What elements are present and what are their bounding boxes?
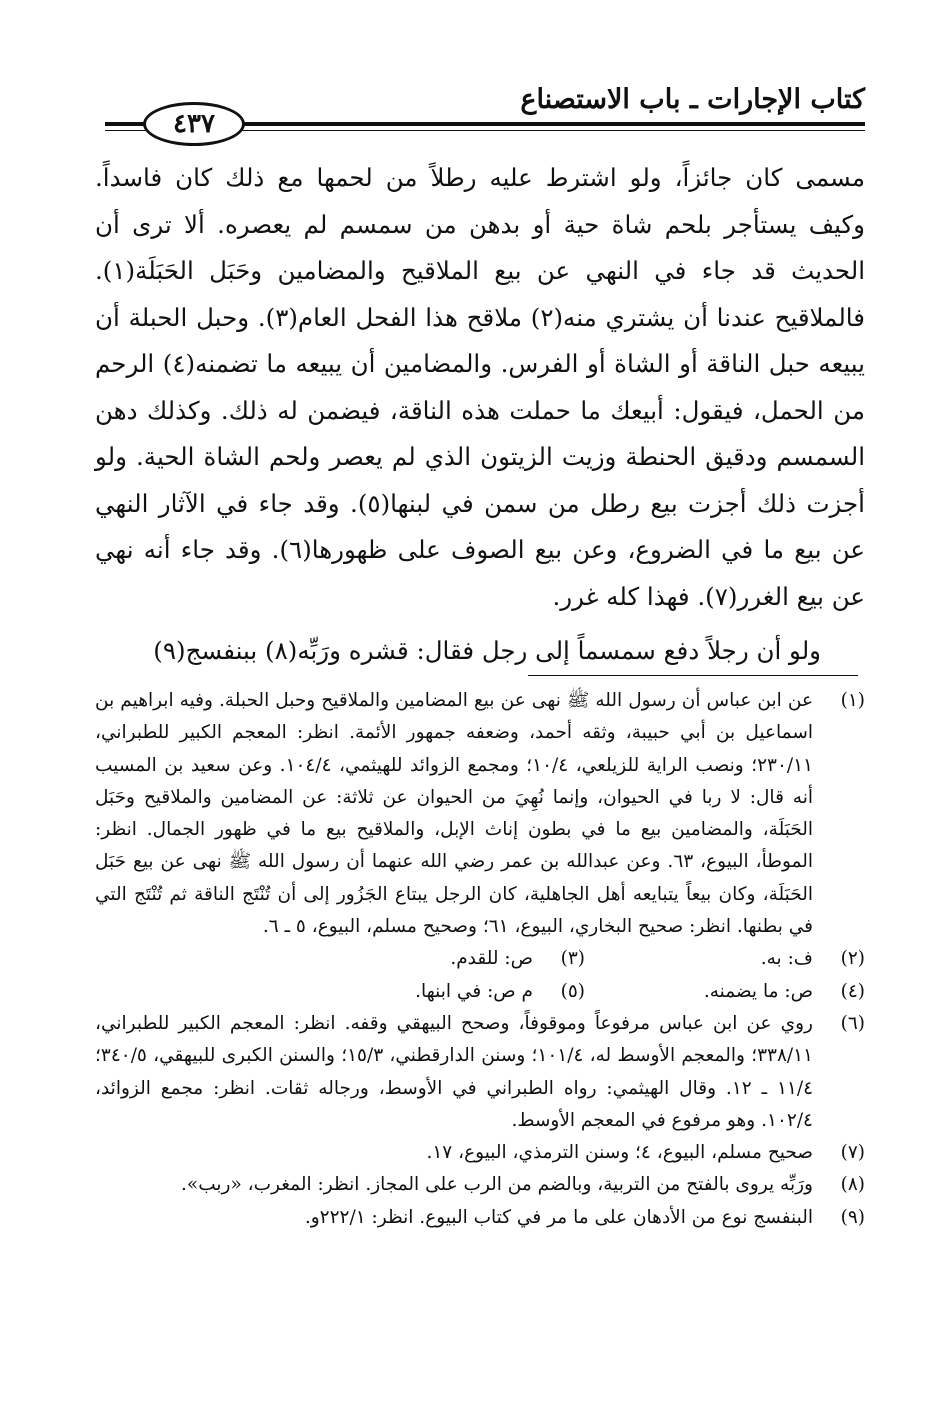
footnote-text: روي عن ابن عباس مرفوعاً وموقوفاً، وصحح البيهقي وقفه. انظر: المعجم الكبير للطبراني، ٣٣٨/١١؛ والمعجم الأوسط له، ١٠١/٤؛ وسنن الدارقطني، ١٥/٣؛ والسنن الكبرى للبيهقي، ٣٤٠/٥؛ ١١/٤ ـ ١٢. وقال الهيثمي: رواه الطبراني في الأوسط، ورجاله ثقات. انظر: مجمع الزوائد، ١٠٢/٤. وهو مرفوع في المعجم الأوسط. [95,1012,814,1131]
footnote-row-2-3 [95,943,865,975]
footnote-separator [528,675,858,676]
footnote-4 [585,976,865,1008]
page-header [95,80,865,140]
footnote-5 [305,976,585,1008]
footnote-text: ص: للقدم. [450,948,533,970]
footnote-3 [305,943,585,975]
footnote-number: (٩) [840,1206,865,1228]
body-paragraph-2: ولو أن رجلاً دفع سمسماً إلى رجل فقال: قشره ورَبِّه(٨) ببنفسج(٩) [153,636,821,665]
footnote-number: (٦) [840,1012,865,1034]
footnotes [95,685,865,1234]
footnote-1 [95,685,865,943]
page-number: ٤٣٧ [143,102,245,146]
footnote-2 [585,943,865,975]
footnote-number: (٧) [840,1142,865,1164]
running-title: كتاب الإجارات ـ باب الاستصناع [520,84,865,115]
footnote-text: ورَبِّه يروى بالفتح من التربية، وبالضم من الرب على المجاز. انظر: المغرب، «ربب». [181,1174,813,1196]
footnote-text: م ص: في ابنها. [415,980,533,1002]
footnote-number: (١) [840,690,865,711]
footnote-8 [95,1169,865,1201]
footnote-text: عن ابن عباس أن رسول الله ﷺ نهى عن بيع المضامين والملاقيح وحبل الحبلة. وفيه ابراهيم بن اسماعيل بن أبي حبيبة، وثقه أحمد، وضعفه جمهور الأئمة. انظر: المعجم الكبير للطبراني، ٢٣٠/١١؛ ونصب الراية للزيلعي، ١٠/٤؛ ومجمع الزوائد للهيثمي، ١٠٤/٤. وعن سعيد بن المسيب أنه قال: لا ربا في الحيوان، وإنما نُهِيَ من الحيوان عن ثلاثة: عن المضامين والملاقيح وحَبَل الحَبَلَة، والمضامين بيع ما في بطون إناث الإبل، والملاقيح بيع ما في ظهور الجمال. انظر: الموطأ، البيوع، ٦٣. وعن عبدالله بن عمر رضي الله عنهما أن رسول الله ﷺ نهى عن بيع حَبَل الحَبَلَة، وكان بيعاً يتبايعه أهل الجاهلية، كان الرجل يبتاع الجَزُور إلى أن تُنْتَج الناقة ثم تُنْتَج التي في بطنها. انظر: صحيح البخاري، البيوع، ٦١؛ وصحيح مسلم، البيوع، ٥ ـ ٦. [95,690,813,938]
footnote-7 [95,1137,865,1169]
footnote-number: (٥) [560,980,585,1002]
body-paragraph-1: مسمى كان جائزاً، ولو اشترط عليه رطلاً من لحمها مع ذلك كان فاسداً. وكيف يستأجر بلحم شاة حية أو بدهن من سمسم لم يعصره. ألا ترى أن الحديث قد جاء في النهي عن بيع الملاقيح والمضامين وحَبَل الحَبَلَة(١). فالملاقيح عندنا أن يشتري منه(٢) ملاقح هذا الفحل العام(٣). وحبل الحبلة أن يبيعه حبل الناقة أو الشاة أو الفرس. والمضامين أن يبيعه ما تضمنه(٤) الرحم من الحمل، فيقول: أبيعك ما حملت هذه الناقة، فيضمن له ذلك. وكذلك دهن السمسم ودقيق الحنطة وزيت الزيتون الذي لم يعصر ولحم الشاة الحية. ولو أجزت ذلك أجزت بيع رطل من سمن في لبنها(٥). وقد جاء في الآثار النهي عن بيع ما في الضروع، وعن بيع الصوف على ظهورها(٦). وقد جاء أنه نهي عن بيع الغرر(٧). فهذا كله غرر. [95,163,865,611]
footnote-text: صحيح مسلم، البيوع، ٤؛ وسنن الترمذي، البيوع، ١٧. [426,1142,813,1164]
footnote-9 [95,1202,865,1234]
footnote-text: ص: ما يضمنه. [703,980,813,1002]
footnote-text: البنفسج نوع من الأدهان على ما مر في كتاب البيوع. انظر: ٢٢٢/١و. [304,1206,813,1228]
footnote-row-4-5 [95,976,865,1008]
footnote-number: (٤) [840,980,865,1002]
footnote-6 [95,1008,865,1137]
footnote-text: ف: به. [760,948,813,970]
main-text [95,155,865,675]
footnote-number: (٢) [840,948,865,970]
footnote-number: (٣) [560,948,585,970]
footnote-number: (٨) [840,1174,865,1196]
